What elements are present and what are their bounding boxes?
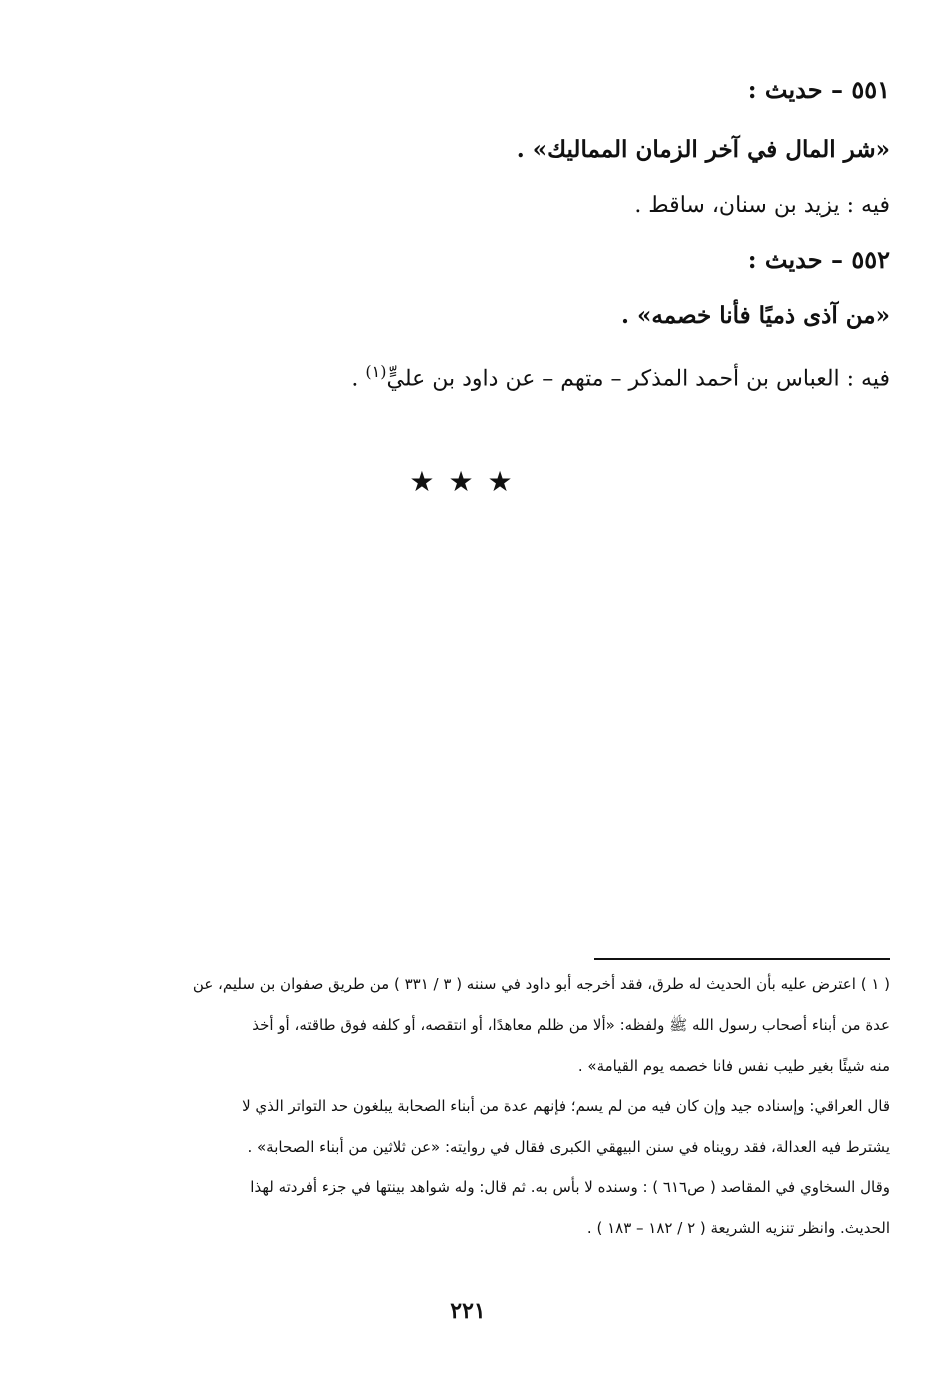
hadith-552-note-end: . <box>351 366 366 392</box>
hadith-551-heading: ٥٥١ – حديث : <box>747 75 890 104</box>
hadith-552-note <box>351 356 890 395</box>
hadith-552-text: «من آذى ذميًا فأنا خصمه» . <box>621 302 890 329</box>
footnote-reference: (١) <box>365 362 387 381</box>
footnote-divider <box>594 958 890 960</box>
page-number: ٢٢١ <box>450 1298 486 1324</box>
footnote-1-line-3: منه شيئًا بغير طيب نفس فانا خصمه يوم القيامة» . <box>577 1057 890 1075</box>
hadith-551-text: «شر المال في آخر الزمان المماليك» . <box>516 136 890 163</box>
footnote-sakhawi-line-2: الحديث. وانظر تنزيه الشريعة ( ٢ / ١٨٢ – ١٨٣ ) . <box>586 1219 890 1237</box>
footnote-sakhawi-line-1: وقال السخاوي في المقاصد ( ص٦١٦ ) : وسنده لا بأس به. ثم قال: وله شواهد بينتها في جزء أفردته لهذا <box>250 1178 890 1196</box>
hadith-551-note: فيه : يزيد بن سنان، ساقط . <box>634 193 890 218</box>
footnote-iraqi-line-2: يشترط فيه العدالة، فقد رويناه في سنن البيهقي الكبرى فقال في روايته: «عن ثلاثين من أبناء الصحابة» . <box>247 1138 890 1156</box>
hadith-552-heading: ٥٥٢ – حديث : <box>747 245 890 274</box>
footnote-iraqi-line-1: قال العراقي: وإسناده جيد وإن كان فيه من لم يسم؛ فإنهم عدة من أبناء الصحابة يبلغون حد التواتر الذي لا <box>242 1097 890 1115</box>
footnote-1-line-2: عدة من أبناء أصحاب رسول الله ﷺ ولفظه: «ألا من ظلم معاهدًا، أو انتقصه، أو كلفه فوق طاقته، أو أخذ <box>252 1016 890 1034</box>
hadith-552-note-text: فيه : العباس بن أحمد المذكر – متهم – عن داود بن عليٍّ <box>386 366 890 392</box>
footnote-1-line-1: ( ١ ) اعترض عليه بأن الحديث له طرق، فقد أخرجه أبو داود في سننه ( ٣ / ٣٣١ ) من طريق صفوان بن سليم، عن <box>192 975 890 993</box>
section-separator-stars: ★★★ <box>409 465 527 498</box>
